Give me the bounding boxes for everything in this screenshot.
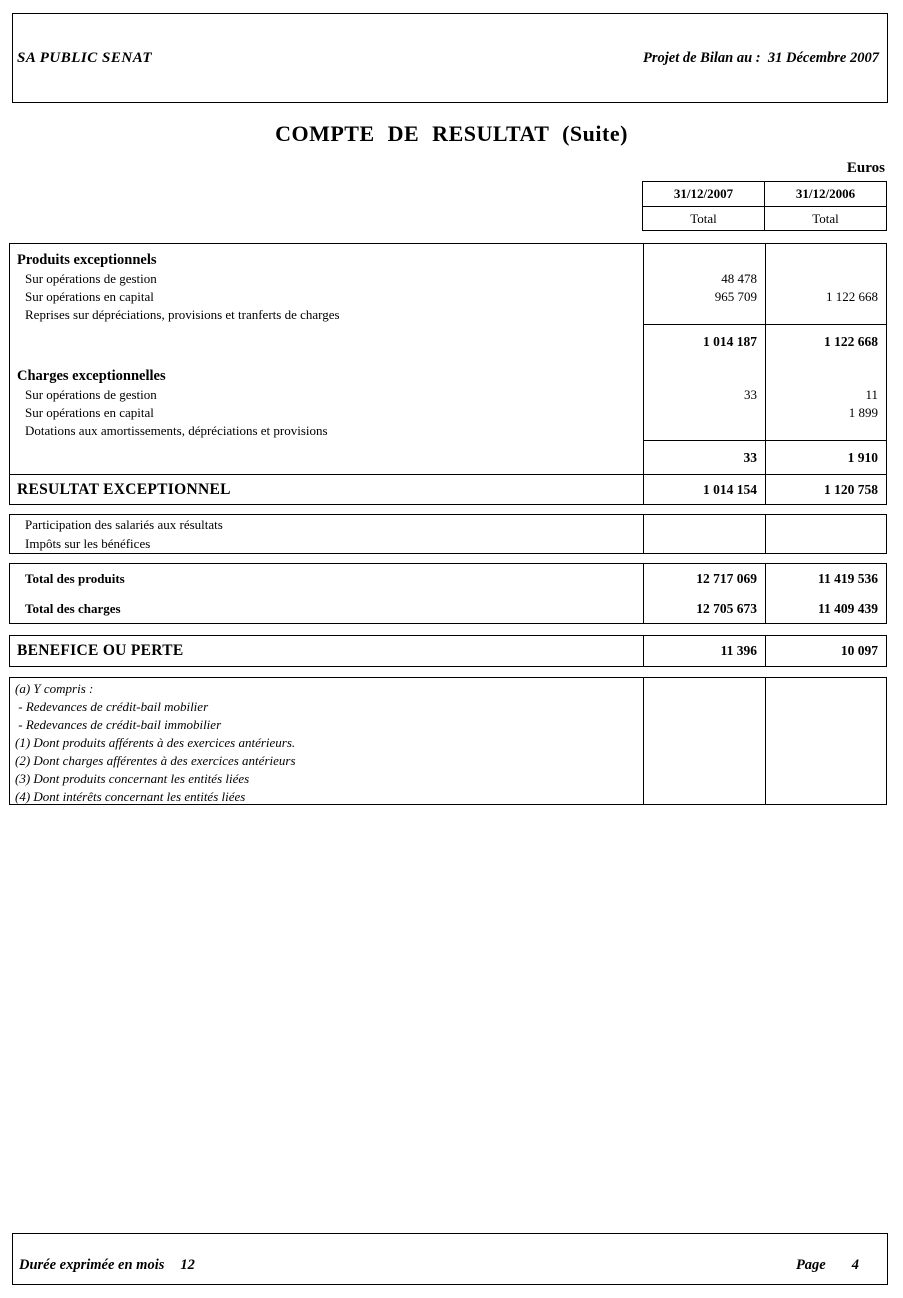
result-row xyxy=(10,474,886,505)
section-heading-row xyxy=(10,358,886,386)
total-row xyxy=(10,564,886,594)
footnote-line: (3) Dont produits concernant les entités liées xyxy=(15,771,250,786)
table-row xyxy=(10,422,886,440)
result-label: RESULTAT EXCEPTIONNEL xyxy=(17,481,231,498)
benefit-table xyxy=(9,635,887,667)
section-heading: Produits exceptionnels xyxy=(17,252,157,268)
value-2007 xyxy=(643,306,765,324)
section-heading-row xyxy=(10,244,886,270)
value-2007: 33 xyxy=(643,386,765,404)
value-2006: 11 xyxy=(765,386,886,404)
result-2007: 1 014 154 xyxy=(643,475,765,505)
footnotes-column xyxy=(10,678,643,804)
benefit-2007: 11 396 xyxy=(643,636,765,666)
subtotal-row xyxy=(10,440,886,474)
column-date-2007: 31/12/2007 xyxy=(673,186,734,201)
participation-table xyxy=(9,514,887,554)
page-number: 4 xyxy=(851,1256,859,1273)
report-title: Projet de Bilan au : 31 Décembre 2007 xyxy=(642,49,879,66)
total-label: Total des produits xyxy=(25,571,125,586)
column-dates-row xyxy=(643,182,886,207)
value-2006 xyxy=(765,422,886,440)
section-heading: Charges exceptionnelles xyxy=(17,368,166,384)
footnote-line: (4) Dont intérêts concernant les entités liées xyxy=(15,789,246,804)
value-2006 xyxy=(765,306,886,324)
benefit-label: BENEFICE OU PERTE xyxy=(17,642,184,659)
value-2006 xyxy=(765,244,886,270)
benefit-2006: 10 097 xyxy=(765,636,886,666)
table-row xyxy=(10,270,886,288)
page-header xyxy=(12,13,888,103)
footnote-line: (a) Y compris : xyxy=(15,681,94,696)
table-row xyxy=(10,288,886,306)
currency-label: Euros xyxy=(846,160,885,176)
total-2007: 12 705 673 xyxy=(643,594,765,623)
row-label: Reprises sur dépréciations, provisions et tranferts de charges xyxy=(25,307,340,322)
subtotal-label xyxy=(10,324,643,358)
total-2006: 11 409 439 xyxy=(765,594,886,623)
page-footer xyxy=(12,1233,888,1285)
row-label: Sur opérations en capital xyxy=(25,405,154,420)
column-header xyxy=(642,181,887,231)
duration-value: 12 xyxy=(180,1256,195,1273)
value-2007: 48 478 xyxy=(643,270,765,288)
footnote-line: - Redevances de crédit-bail mobilier xyxy=(15,699,209,714)
row-label: Sur opérations en capital xyxy=(25,289,154,304)
total-2007: 12 717 069 xyxy=(643,564,765,594)
footnote-line: (2) Dont charges afférentes à des exercices antérieurs xyxy=(15,753,296,768)
table-row xyxy=(10,386,886,404)
footnote-value-column-2007 xyxy=(643,678,765,804)
value-2007 xyxy=(643,534,765,553)
row-label: Impôts sur les bénéfices xyxy=(25,535,151,551)
page-label: Page xyxy=(795,1256,826,1273)
page-info xyxy=(796,1257,859,1274)
value-2006 xyxy=(765,358,886,386)
row-label: Dotations aux amortissements, dépréciations et provisions xyxy=(25,423,328,438)
total-label: Total des charges xyxy=(25,600,121,616)
subtotal-label xyxy=(10,440,643,474)
value-2007: 965 709 xyxy=(643,288,765,306)
footnote-line: (1) Dont produits afférents à des exercices antérieurs. xyxy=(15,735,296,750)
value-2006 xyxy=(765,534,886,553)
value-2007 xyxy=(643,515,765,534)
exceptional-items-table xyxy=(9,243,887,505)
subtotal-2007: 1 014 187 xyxy=(643,324,765,358)
value-2007 xyxy=(643,422,765,440)
value-2007 xyxy=(643,244,765,270)
value-2007 xyxy=(643,404,765,422)
benefit-row xyxy=(10,636,886,666)
result-2006: 1 120 758 xyxy=(765,475,886,505)
page-title: COMPTE DE RESULTAT (Suite) xyxy=(275,121,628,146)
column-totals-row xyxy=(643,207,886,231)
column-date-2006: 31/12/2006 xyxy=(764,182,886,206)
value-2006: 1 899 xyxy=(765,404,886,422)
subtotal-2007: 33 xyxy=(643,440,765,474)
footnotes-table xyxy=(9,677,887,805)
value-2006 xyxy=(765,515,886,534)
row-label: Participation des salariés aux résultats xyxy=(25,516,223,532)
table-row xyxy=(10,404,886,422)
value-2006: 1 122 668 xyxy=(765,288,886,306)
column-total-2007: Total xyxy=(690,211,717,226)
row-label: Sur opérations de gestion xyxy=(25,271,157,286)
table-row xyxy=(10,515,886,534)
total-row xyxy=(10,594,886,623)
value-2007 xyxy=(643,358,765,386)
subtotal-2006: 1 910 xyxy=(765,440,886,474)
totals-table xyxy=(9,563,887,624)
subtotal-row xyxy=(10,324,886,358)
subtotal-2006: 1 122 668 xyxy=(765,324,886,358)
footnote-value-column-2006 xyxy=(765,678,886,804)
company-name: SA PUBLIC SENAT xyxy=(17,49,153,66)
duration-info xyxy=(19,1257,195,1274)
footnote-line: - Redevances de crédit-bail immobilier xyxy=(15,717,222,732)
total-2006: 11 419 536 xyxy=(765,564,886,594)
column-total-2006: Total xyxy=(764,207,886,231)
row-label: Sur opérations de gestion xyxy=(25,387,157,402)
duration-label: Durée exprimée en mois xyxy=(19,1256,165,1273)
table-row xyxy=(10,306,886,324)
value-2006 xyxy=(765,270,886,288)
table-row xyxy=(10,534,886,553)
